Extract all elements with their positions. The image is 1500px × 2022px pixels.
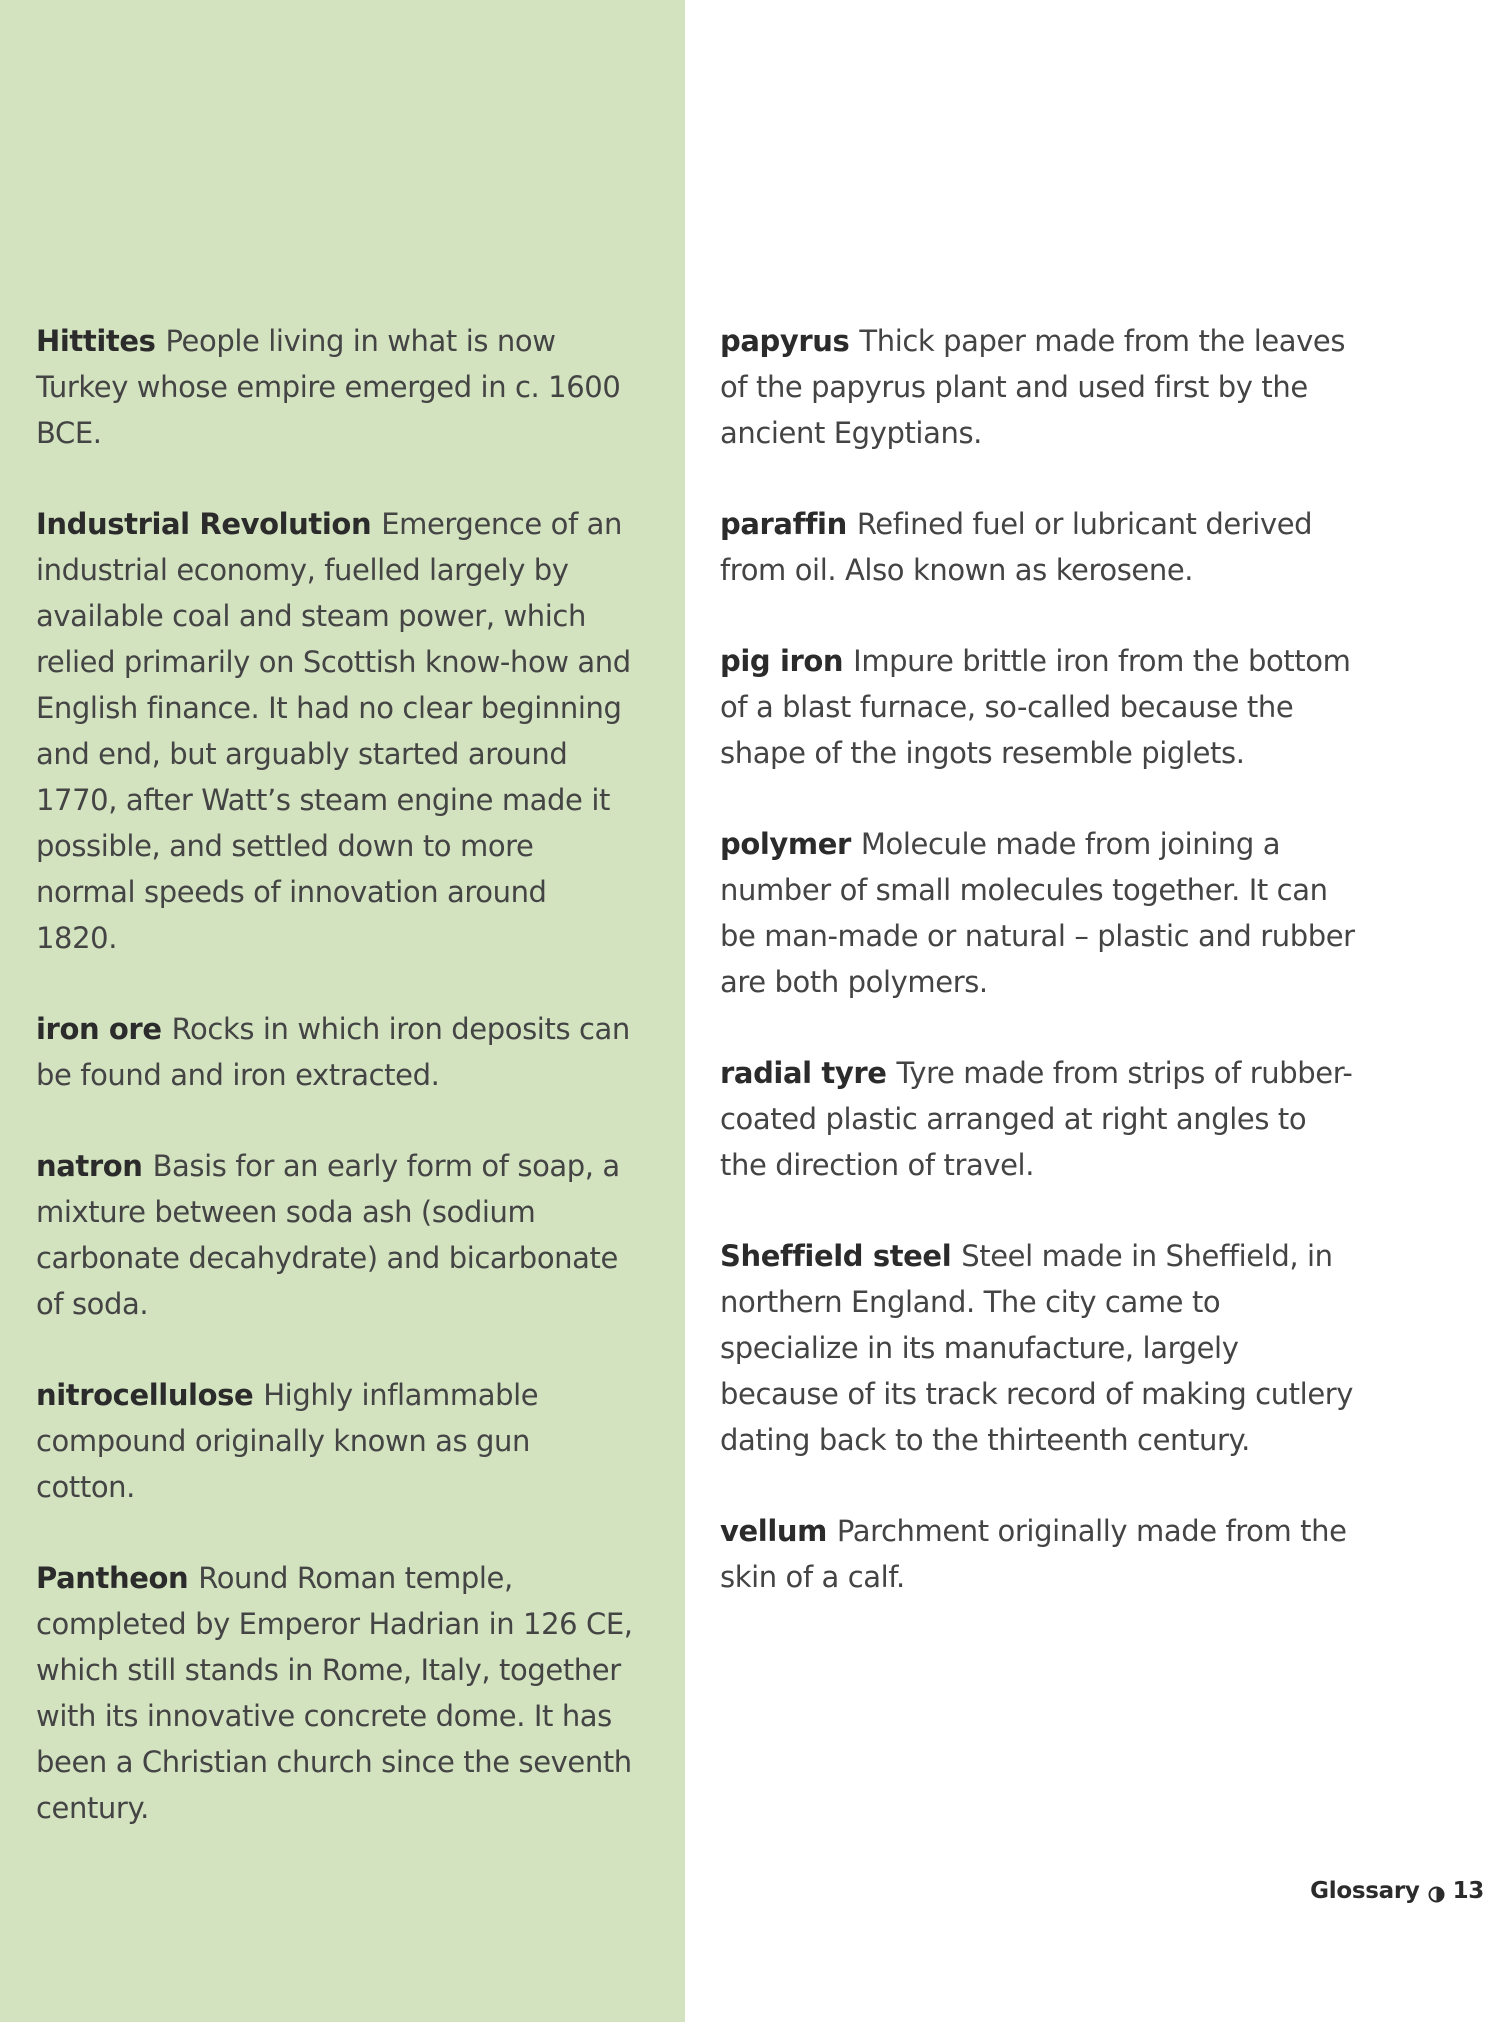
glossary-definition: Parchment originally made from the skin of a calf. [720,1514,1347,1594]
footer-section-title: Glossary [1310,1878,1420,1904]
glossary-entry-natron [36,1143,636,1327]
glossary-definition: Tyre made from strips of rubber-coated plastic arranged at right angles to the direction of travel. [720,1056,1353,1182]
glossary-entry-iron-ore [36,1006,636,1098]
half-circle-icon [1428,1883,1445,1900]
glossary-entry-papyrus [720,318,1360,456]
glossary-definition: Emergence of an industrial economy, fuelled largely by available coal and steam power, which relied primarily on Scottish know-how and English finance. It had no clear beginning and end, but arguably started around 1770, after Watt’s steam engine made it possible, and settled down to more normal speeds of innovation around 1820. [36,507,631,955]
glossary-definition: Molecule made from joining a number of small molecules together. It can be man-made or natural – plastic and rubber are both polymers. [720,827,1355,999]
page-footer [1310,1878,1484,1904]
glossary-term: Sheffield steel [720,1239,952,1273]
glossary-term: vellum [720,1514,827,1548]
glossary-definition: Highly inflammable compound originally known as gun cotton. [36,1378,539,1504]
glossary-definition: Refined fuel or lubricant derived from oil. Also known as kerosene. [720,507,1313,587]
glossary-definition: People living in what is now Turkey whose empire emerged in c. 1600 BCE. [36,324,621,450]
page-number: 13 [1452,1878,1484,1904]
glossary-entry-pig-iron [720,638,1360,776]
glossary-term: radial tyre [720,1056,887,1090]
glossary-term: pig iron [720,644,844,678]
glossary-definition: Thick paper made from the leaves of the papyrus plant and used first by the ancient Egyptians. [720,324,1346,450]
glossary-entry-paraffin [720,501,1360,593]
glossary-left-column [36,318,636,1876]
glossary-term: papyrus [720,324,850,358]
glossary-definition: Round Roman temple, completed by Emperor Hadrian in 126 CE, which still stands in Rome, Italy, together with its innovative concrete dome. It has been a Christian church since the seventh century. [36,1561,633,1825]
glossary-entry-polymer [720,821,1360,1005]
glossary-term: Hittites [36,324,156,358]
glossary-definition: Steel made in Sheffield, in northern England. The city came to specialize in its manufacture, largely because of its track record of making cutlery dating back to the thirteenth century. [720,1239,1354,1457]
glossary-definition: Rocks in which iron deposits can be found and iron extracted. [36,1012,630,1092]
glossary-entry-hittites [36,318,636,456]
glossary-term: paraffin [720,507,847,541]
glossary-term: iron ore [36,1012,162,1046]
glossary-term: nitrocellulose [36,1378,254,1412]
glossary-entry-pantheon [36,1555,636,1831]
glossary-definition: Impure brittle iron from the bottom of a blast furnace, so-called because the shape of the ingots resemble piglets. [720,644,1351,770]
glossary-entry-sheffield-steel [720,1233,1360,1463]
glossary-entry-industrial-revolution [36,501,636,961]
glossary-entry-radial-tyre [720,1050,1360,1188]
glossary-entry-vellum [720,1508,1360,1600]
glossary-definition: Basis for an early form of soap, a mixture between soda ash (sodium carbonate decahydrate) and bicarbonate of soda. [36,1149,620,1321]
glossary-right-column [720,318,1360,1645]
glossary-term: Pantheon [36,1561,189,1595]
glossary-term: Industrial Revolution [36,507,372,541]
glossary-term: polymer [720,827,851,861]
glossary-term: natron [36,1149,143,1183]
glossary-entry-nitrocellulose [36,1372,636,1510]
